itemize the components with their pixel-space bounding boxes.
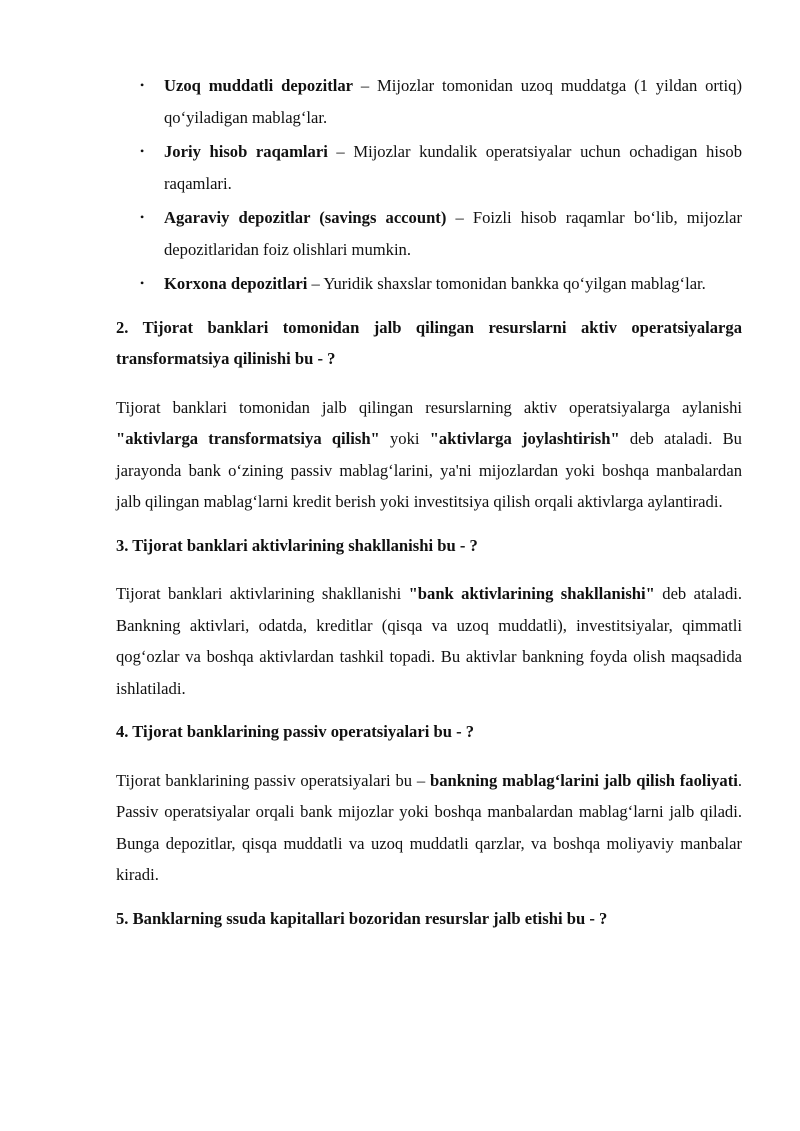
list-item-term: Joriy hisob raqamlari xyxy=(164,142,328,161)
list-item-text: – Foizli hisob raqamlar bo‘lib, mijozlar depozitlaridan foiz olishlari mumkin. xyxy=(164,208,742,259)
list-item xyxy=(116,70,742,133)
list-item-term: Agaraviy depozitlar (savings account) xyxy=(164,208,447,227)
list-item-term: Korxona depozitlari xyxy=(164,274,308,293)
answer-4 xyxy=(116,765,742,891)
question-3: 3. Tijorat banklari aktivlarining shakllanishi bu - ? xyxy=(116,535,478,555)
bullet-icon: • xyxy=(140,210,145,224)
answer-bold-term: "aktivlarga joylashtirish" xyxy=(429,429,620,448)
bullet-icon: • xyxy=(140,144,145,158)
document-page xyxy=(116,70,742,934)
list-item-text: – Yuridik shaxslar tomonidan bankka qo‘yilgan mablag‘lar. xyxy=(307,274,706,293)
answer-bold-term: "aktivlarga transformatsiya qilish" xyxy=(116,429,380,448)
question-5: 5. Banklarning ssuda kapitallari bozoridan resurslar jalb etishi bu - ? xyxy=(116,908,608,928)
answer-text: Tijorat banklari tomonidan jalb qilingan resurslarning aktiv operatsiyalarga aylanishi xyxy=(116,397,742,417)
answer-text: deb ataladi. Bankning aktivlari, odatda, kreditlar (qisqa va uzoq muddatli), investitsiyalar, qimmatli qog‘ozlar va boshqa aktivlardan tashkil topadi. Bu aktivlar bankning foyda olish maqsadida ishlatiladi. xyxy=(116,584,742,698)
list-item xyxy=(116,202,742,265)
answer-bold-term: bankning mablag‘larini jalb qilish faoliyati xyxy=(429,770,738,790)
bullet-icon: • xyxy=(140,78,145,92)
list-item-text: – Mijozlar tomonidan uzoq muddatga (1 yildan ortiq) qo‘yiladigan mablag‘lar. xyxy=(164,76,742,127)
answer-3 xyxy=(116,578,742,704)
answer-text: . Passiv operatsiyalar orqali bank mijozlar yoki boshqa manbalardan mablag‘larni jalb qiladi. Bunga depozitlar, qisqa muddatli va uzoq muddatli qarzlar, va boshqa moliyaviy manbalar kiradi. xyxy=(116,770,743,884)
answer-2 xyxy=(116,392,742,518)
deposit-types-list xyxy=(116,70,742,300)
answer-text: yoki xyxy=(379,429,430,448)
answer-bold-term: "bank aktivlarining shakllanishi" xyxy=(408,584,655,603)
list-item-text: – Mijozlar kundalik operatsiyalar uchun ochadigan hisob raqamlari. xyxy=(164,142,742,193)
answer-text: Tijorat banklarining passiv operatsiyalari bu – xyxy=(116,770,430,790)
answer-text: deb ataladi. Bu jarayonda bank o‘zining passiv mablag‘larini, ya'ni mijozlardan yoki boshqa manbalardan jalb qilingan mablag‘larni kredit berish yoki investitsiya qilish orqali aktivlarga aylantiradi. xyxy=(116,429,742,511)
list-item-term: Uzoq muddatli depozitlar xyxy=(164,76,353,95)
list-item xyxy=(116,268,742,300)
answer-text: Tijorat banklari aktivlarining shakllanishi xyxy=(116,584,409,603)
question-2: 2. Tijorat banklari tomonidan jalb qilingan resurslarni aktiv operatsiyalarga transformatsiya qilinishi bu - ? xyxy=(116,317,742,368)
list-item xyxy=(116,136,742,199)
question-4: 4. Tijorat banklarining passiv operatsiyalari bu - ? xyxy=(116,722,475,741)
bullet-icon: • xyxy=(140,276,145,290)
